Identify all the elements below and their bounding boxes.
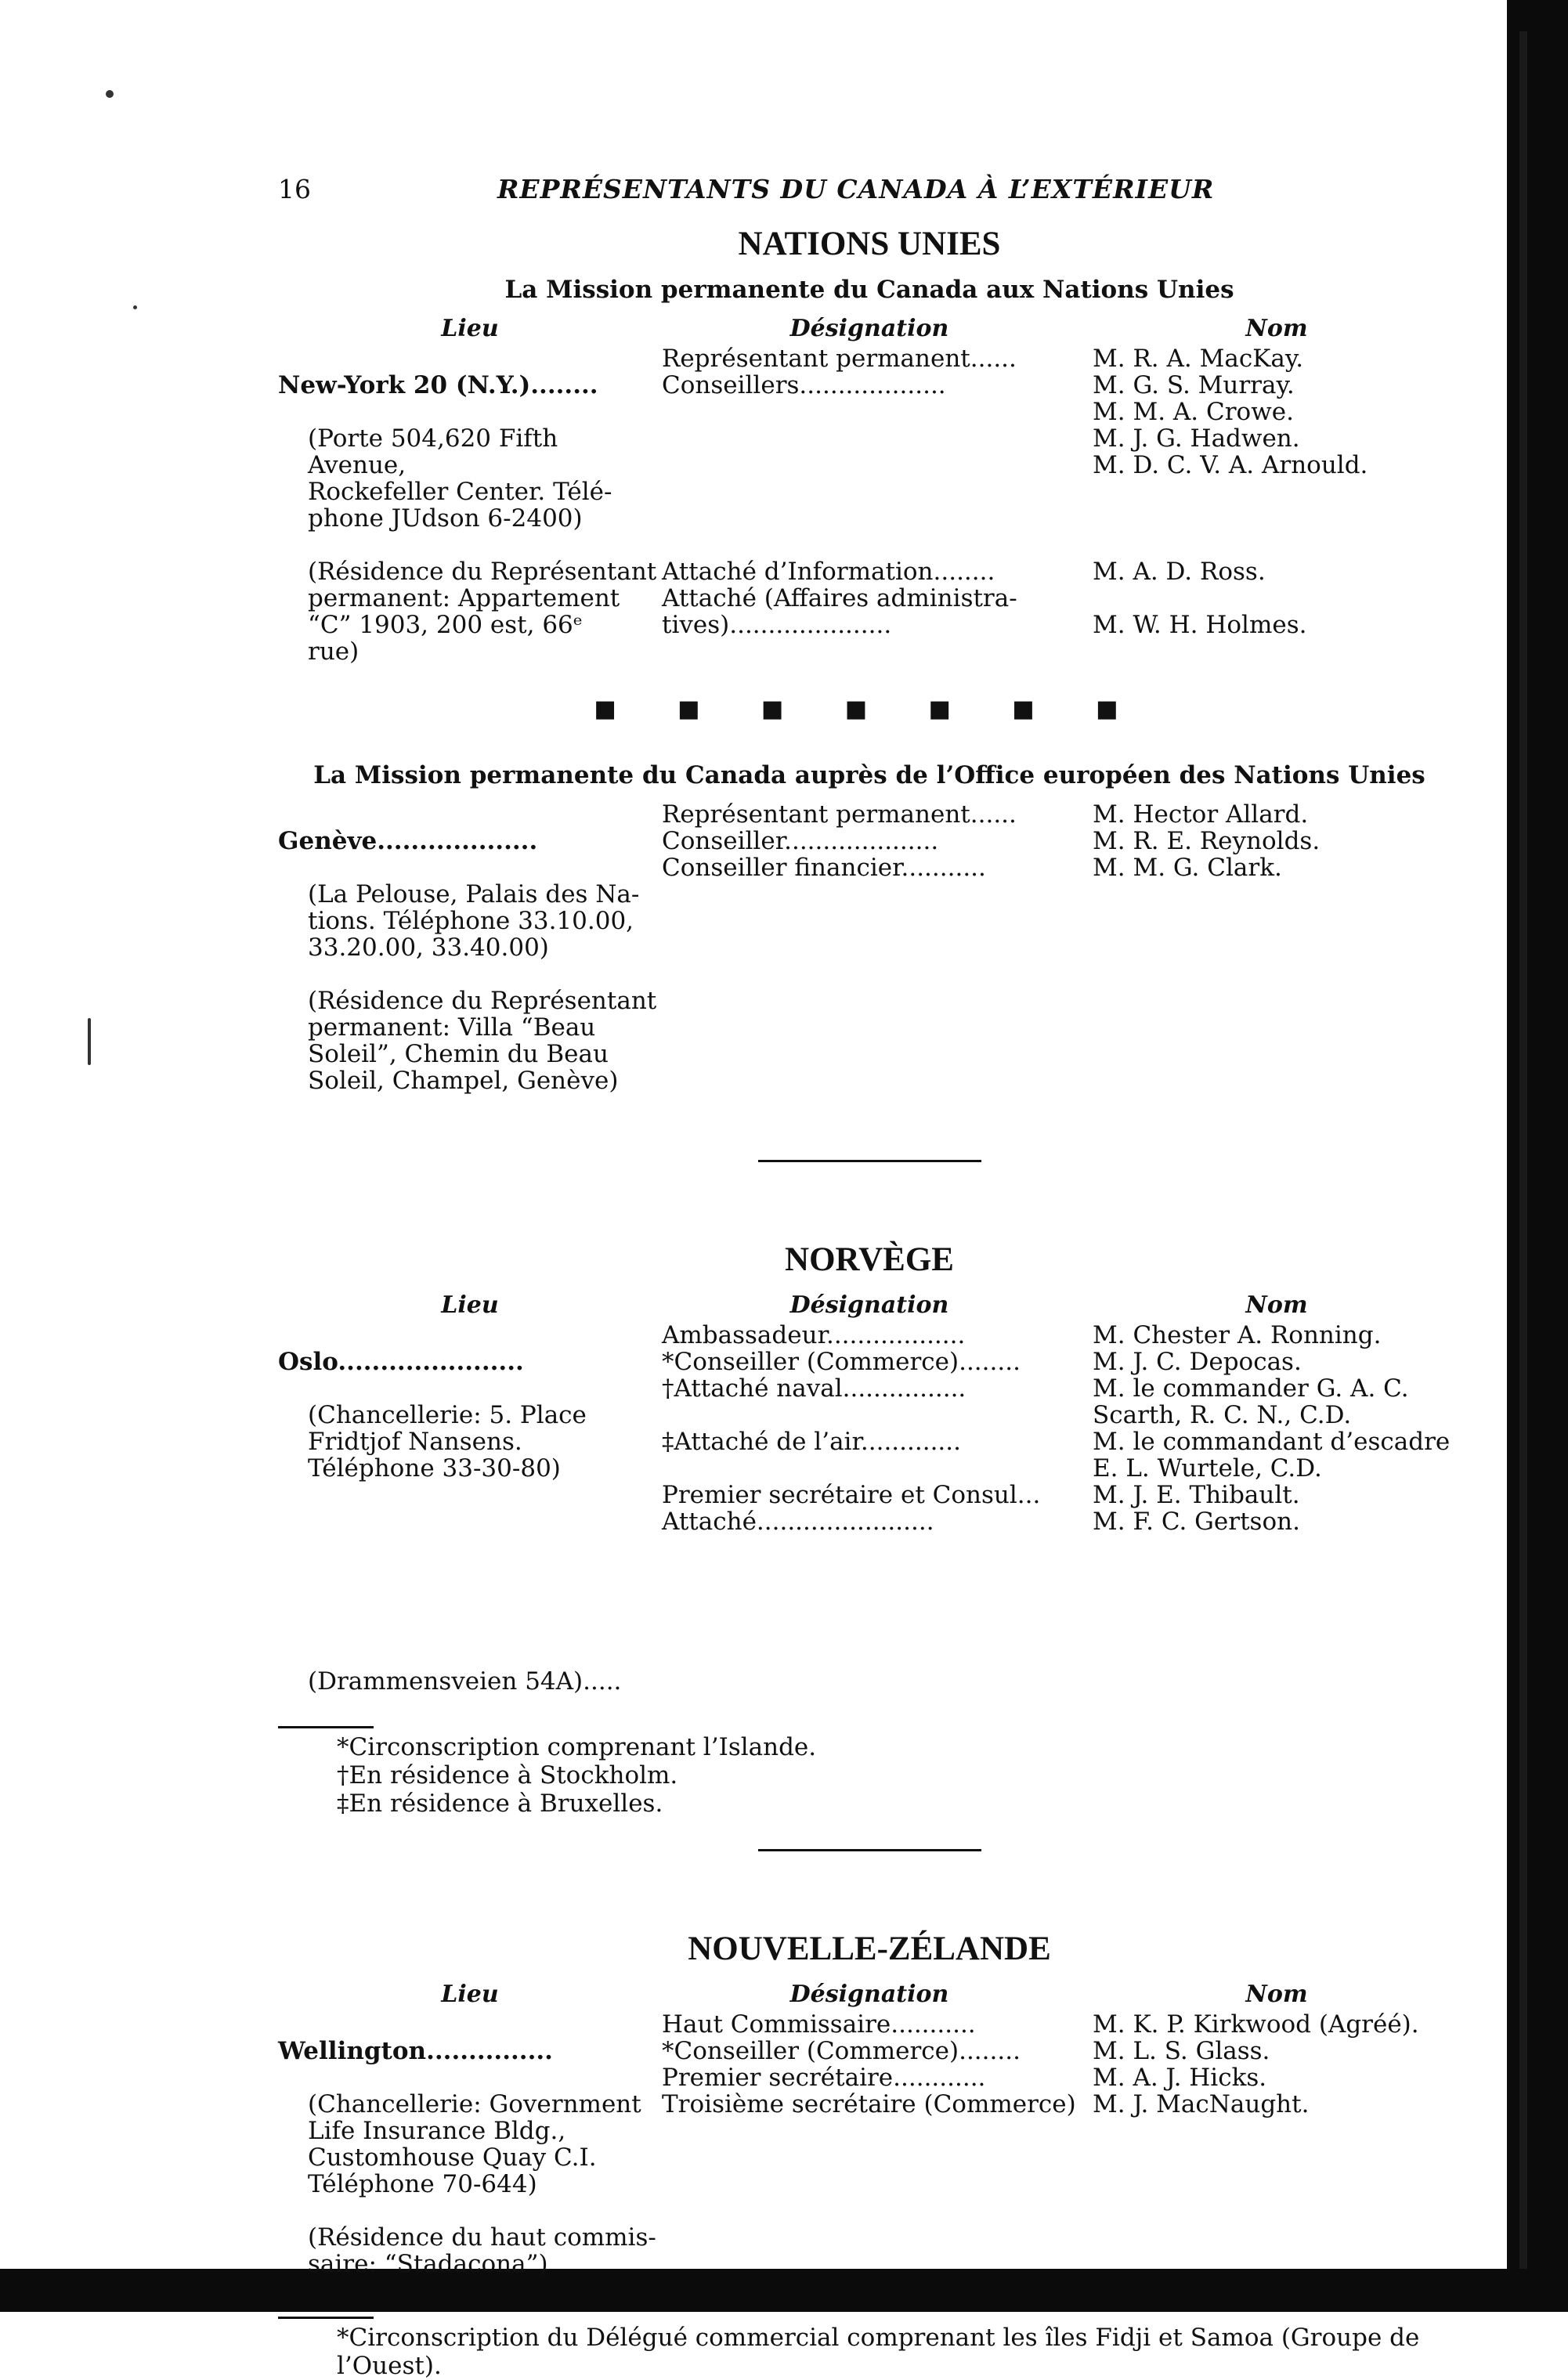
- lieu-address-secondary: (Drammensveien 54A).....: [308, 1667, 622, 1696]
- col-header-nom: Nom: [1245, 1291, 1308, 1319]
- running-title: REPRÉSENTANTS DU CANADA À L’EXTÉRIEUR: [497, 174, 1215, 204]
- section-title-norvege: NORVÈGE: [785, 1241, 954, 1278]
- col-header-designation: Désignation: [789, 1981, 949, 2008]
- section-rule: [758, 1849, 981, 1851]
- page-number: 16: [278, 174, 311, 204]
- footnote: †En résidence à Stockholm.: [337, 1761, 678, 1790]
- col-header-lieu: Lieu: [441, 315, 499, 342]
- lieu-residence: (Résidence du Représentant permanent: Appartement “C” 1903, 200 est, 66ᵉ rue): [308, 558, 657, 666]
- nom-list: M. R. A. MacKay. M. G. S. Murray. M. M. A. Crowe. M. J. G. Hadwen. M. D. C. V. A. Arnould.: [1093, 345, 1368, 479]
- designation-list: Attaché d’Information........ Attaché (Affaires administra- tives).....................: [662, 558, 1017, 639]
- scan-border-right: [1507, 0, 1568, 2312]
- col-header-designation: Désignation: [789, 1291, 949, 1319]
- nom-list: M. Chester A. Ronning. M. J. C. Depocas. M. le commander G. A. C. Scarth, R. C. N., C.D. M. le commandant d’escadre E. L. Wurtele, C.D. M. J. E. Thibault. M. F. C. Gertson.: [1093, 1321, 1451, 1536]
- section-title-nations-unies: NATIONS UNIES: [738, 226, 1001, 262]
- footnote: ‡En résidence à Bruxelles.: [337, 1790, 663, 1818]
- lieu-address: (Porte 504,620 Fifth Avenue, Rockefeller Center. Télé- phone JUdson 6-2400): [308, 424, 612, 533]
- col-header-nom: Nom: [1245, 1981, 1308, 2008]
- lieu-address: (Chancellerie: Government Life Insurance Bldg., Customhouse Quay C.I. Téléphone 70-644): [308, 2090, 641, 2198]
- table-row: [278, 345, 1461, 558]
- footnote: *Circonscription comprenant l’Islande.: [337, 1733, 817, 1761]
- lieu-location: Wellington...............: [278, 2037, 553, 2065]
- table-row: [278, 558, 1461, 665]
- nom-list: M. A. D. Ross. M. W. H. Holmes.: [1093, 558, 1307, 639]
- table-row: [278, 1322, 1461, 1721]
- footnote: *Circonscription du Délégué commercial comprenant les îles Fidji et Samoa (Groupe de l’Ouest).: [337, 2324, 1420, 2380]
- nom-list: M. K. P. Kirkwood (Agréé). M. L. S. Glass. M. A. J. Hicks. M. J. MacNaught.: [1093, 2010, 1419, 2118]
- mission-subtitle: La Mission permanente du Canada auprès de l’Office européen des Nations Unies: [313, 761, 1425, 789]
- column-headers: [278, 316, 1461, 342]
- section-rule: [758, 1160, 981, 1162]
- section-title-nouvelle-zelande: NOUVELLE-ZÉLANDE: [688, 1930, 1051, 1967]
- document-page: [278, 176, 1461, 2380]
- lieu-address: (Chancellerie: 5. Place Fridtjof Nansens. Téléphone 33-30-80): [308, 1401, 587, 1483]
- scan-speck: [133, 305, 137, 309]
- footnote-rule: [278, 2317, 374, 2319]
- designation-list: Ambassadeur.................. *Conseiller (Commerce)........ †Attaché naval................ ‡Attaché de l’air............. Premier secrétaire et Consul... Attaché.......................: [662, 1321, 1041, 1536]
- column-headers: [278, 1981, 1461, 2008]
- lieu-address: (La Pelouse, Palais des Na- tions. Téléphone 33.10.00, 33.20.00, 33.40.00): [308, 880, 640, 962]
- lieu-residence: (Résidence du Représentant permanent: Villa “Beau Soleil”, Chemin du Beau Soleil, Champel, Genève): [308, 987, 657, 1095]
- designation-list: Représentant permanent...... Conseillers...................: [662, 345, 1017, 399]
- lieu-location: Genève...................: [278, 827, 538, 855]
- col-header-nom: Nom: [1245, 315, 1308, 342]
- col-header-lieu: Lieu: [441, 1981, 499, 2008]
- lieu-location: Oslo......................: [278, 1348, 524, 1376]
- footnote-rule: [278, 1726, 374, 1728]
- table-row: [278, 2011, 1461, 2304]
- scan-speck: [88, 1018, 91, 1065]
- table-row: [278, 801, 1461, 1121]
- running-header: [278, 176, 1461, 203]
- mission-subtitle: La Mission permanente du Canada aux Nations Unies: [504, 276, 1234, 304]
- col-header-designation: Désignation: [789, 315, 949, 342]
- section-separator: ■ ■ ■ ■ ■ ■ ■: [594, 695, 1145, 723]
- lieu-residence: (Résidence du haut commis- saire: “Stadacona”): [308, 2223, 656, 2278]
- designation-list: Représentant permanent...... Conseiller.................... Conseiller financier...........: [662, 800, 1017, 882]
- scan-border-inner: [1519, 31, 1527, 2302]
- col-header-lieu: Lieu: [441, 1291, 499, 1319]
- scan-speck: [106, 90, 114, 98]
- nom-list: M. Hector Allard. M. R. E. Reynolds. M. M. G. Clark.: [1093, 800, 1321, 882]
- column-headers: [278, 1292, 1461, 1319]
- lieu-location: New-York 20 (N.Y.)........: [278, 371, 598, 399]
- designation-list: Haut Commissaire........... *Conseiller (Commerce)........ Premier secrétaire............ Troisième secrétaire (Commerce): [662, 2010, 1076, 2118]
